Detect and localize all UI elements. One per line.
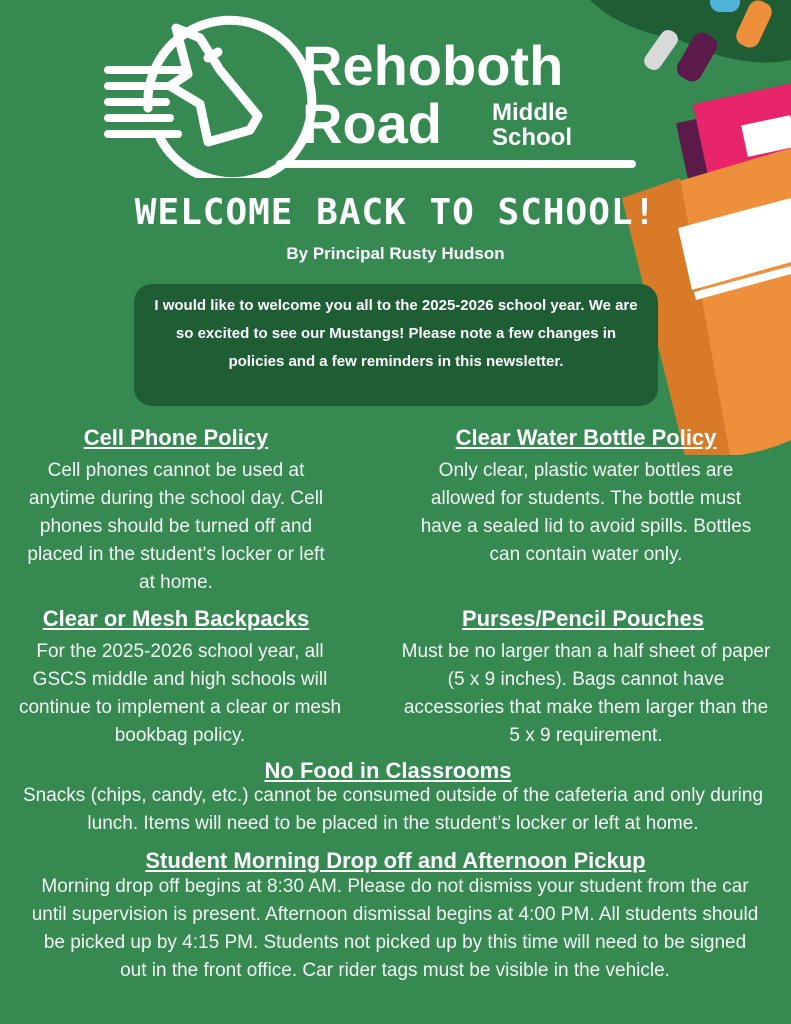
- water-bottle-policy-body: Only clear, plastic water bottles are allowed for students. The bottle must have a sealed lid to avoid spills. Bottles can contain water only.: [420, 460, 752, 565]
- byline: By Principal Rusty Hudson: [286, 244, 505, 263]
- backpacks-body: For the 2025-2026 school year, all GSCS middle and high schools will continue to implement a clear or mesh bookbag policy.: [18, 641, 342, 746]
- purses-title: Purses/Pencil Pouches: [461, 606, 705, 631]
- purses-body: Must be no larger than a half sheet of paper (5 x 9 inches). Bags cannot have accessories that make them larger than the 5 x 9 requirement.: [401, 641, 771, 746]
- no-food-body: Snacks (chips, candy, etc.) cannot be consumed outside of the cafeteria and only during lunch. Items will need to be placed in the student’s locker or left at home.: [22, 785, 764, 834]
- school-name-middle: Middle: [492, 99, 568, 126]
- no-food-title: No Food in Classrooms: [264, 758, 512, 783]
- mustang-horse-icon: [148, 20, 312, 178]
- school-name-rehoboth: Rehoboth: [302, 34, 564, 97]
- intro-box: [134, 284, 658, 406]
- cell-phone-policy-body: Cell phones cannot be used at anytime during the school day. Cell phones should be turned off and placed in the student's locker or left at home.: [27, 460, 325, 593]
- backpacks-title: Clear or Mesh Backpacks: [42, 606, 310, 631]
- intro-text: I would like to welcome you all to the 2025-2026 school year. We are so excited to see our Mustangs! Please note a few changes in policies and a few reminders in this newsletter.: [154, 297, 638, 370]
- dropoff-pickup-title: Student Morning Drop off and Afternoon Pickup: [145, 848, 646, 873]
- school-name-school: School: [492, 124, 573, 151]
- welcome-heading: WELCOME BACK TO SCHOOL!: [134, 192, 657, 233]
- water-bottle-policy-title: Clear Water Bottle Policy: [455, 425, 717, 450]
- blue-pencil: [710, 0, 740, 12]
- school-name-road: Road: [302, 92, 442, 155]
- cell-phone-policy-title: Cell Phone Policy: [83, 425, 269, 450]
- dropoff-pickup-body: Morning drop off begins at 8:30 AM. Please do not dismiss your student from the car until supervision is present. Afternoon dismissal begins at 4:00 PM. All students should be picked up by 4:15 PM. Students not picked up by this time will need to be signed out in the front office. Car rider tags must be visible in the vehicle.: [31, 876, 759, 981]
